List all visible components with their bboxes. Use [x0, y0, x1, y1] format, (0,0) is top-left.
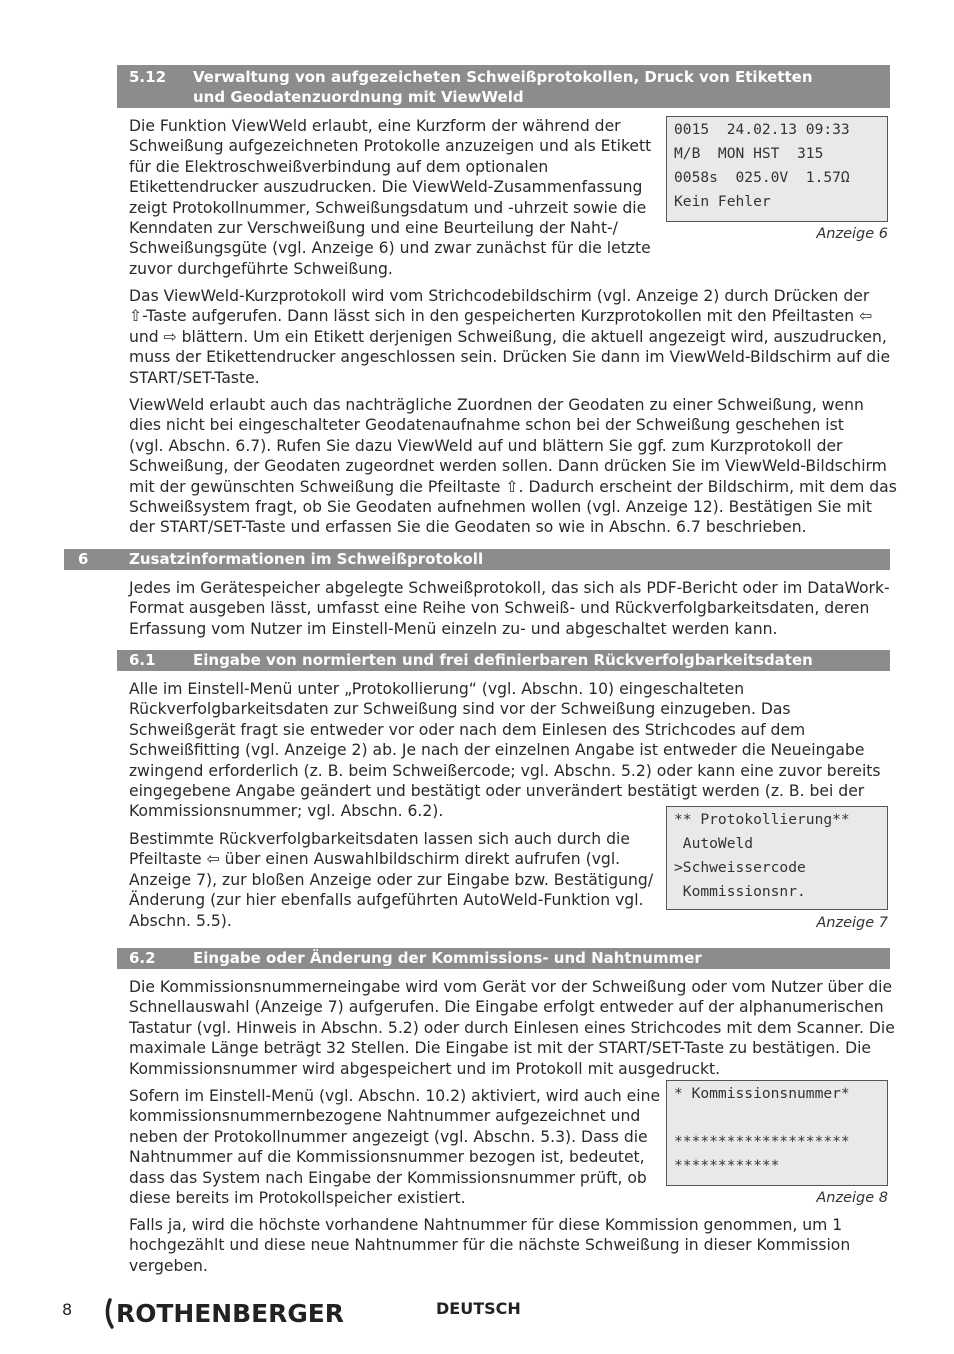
text-line: Anzeige 7), zur bloßen Anzeige oder zur Eingabe bzw. Bestätigung/	[129, 870, 654, 889]
display-line: Kommissionsnr.	[674, 883, 806, 900]
display-line: 0058s 025.0V 1.57Ω	[674, 169, 850, 186]
rothenberger-logo	[102, 1294, 347, 1332]
display-line: ********************	[674, 1133, 850, 1150]
text-line: eingegebene Angabe geändert und bestätigt oder unverändert bestätigt werden (z. B. bei der	[129, 782, 865, 801]
text-line: Schnellauswahl (Anzeige 7) aufgerufen. Die Eingabe erfolgt entweder auf der alphanumerischen	[129, 998, 884, 1017]
caption-anzeige-7: Anzeige 7	[816, 915, 888, 931]
display-line: ** Protokollierung**	[674, 811, 850, 828]
text-line: Erfassung vom Nutzer im Einstell-Menü einzeln zu- und abgeschaltet werden kann.	[129, 619, 778, 638]
text-line: Nahtnummer auf die Kommissionsnummer bezogen ist, bedeutet,	[129, 1148, 645, 1167]
text-line: Schweißsystem fragt, ob Sie Geodaten aufnehmen wollen (vgl. Anzeige 12). Bestätigen Sie mit	[129, 498, 872, 517]
text-line: ⇧-Taste aufgerufen. Dann lässt sich in den gespeicherten Kurzprotokollen mit den Pfeiltasten ⇦	[129, 307, 873, 326]
text-line: Rückverfolgbarkeitsdaten zur Schweißung sind vor der Schweißung einzugeben. Das	[129, 700, 791, 719]
text-line: Alle im Einstell-Menü unter „Protokollierung“ (vgl. Abschn. 10) eingeschalteten	[129, 680, 745, 698]
display-line: M/B MON HST 315	[674, 145, 824, 162]
section-title: Eingabe von normierten und frei definierbaren Rückverfolgbarkeitsdaten	[193, 651, 813, 669]
display-line: Kein Fehler	[674, 193, 771, 210]
text-line: Das ViewWeld-Kurzprotokoll wird vom Strichcodebildschirm (vgl. Anzeige 2) durch Drücken der	[129, 287, 870, 305]
text-line: muss der Etikettendrucker angeschlossen sein. Drücken Sie dann im ViewWeld-Bildschirm auf die	[129, 348, 891, 367]
text-line: Änderung (zur hier ebenfalls aufgeführten AutoWeld-Funktion vgl.	[129, 891, 644, 910]
section-title-line-2: und Geodatenzuordnung mit ViewWeld	[193, 88, 524, 106]
text-line: für die Elektroschweißverbindung auf dem optionalen	[129, 157, 549, 176]
text-line: Etikettendrucker auszudrucken. Die ViewWeld-Zusammenfassung	[129, 178, 643, 197]
text-line: ViewWeld erlaubt auch das nachträgliche Zuordnen der Geodaten zu einer Schweißung, wenn	[129, 396, 864, 414]
text-line: dies nicht bei eingeschalteter Geodatenaufnahme schon bei der Schweißung geschehen ist	[129, 416, 844, 435]
paragraph-kommissionsnummer-2	[129, 1086, 660, 1208]
text-line: der START/SET-Taste und erfassen Sie die Geodaten so wie in Abschn. 6.7 beschrieben.	[129, 518, 807, 537]
text-line: Sofern im Einstell-Menü (vgl. Abschn. 10.2) aktiviert, wird auch eine	[129, 1087, 661, 1105]
text-line: vergeben.	[129, 1256, 208, 1275]
paragraph-viewweld-kurzprotokoll	[129, 286, 890, 388]
text-line: (vgl. Abschn. 6.7). Rufen Sie dazu ViewWeld auf und blättern Sie ggf. zum Kurzprotokoll der	[129, 436, 843, 455]
paragraph-viewweld-intro	[129, 116, 651, 279]
text-line: Tastatur (vgl. Hinweis in Abschn. 5.2) oder durch Einlesen eines Strichcodes mit dem Scanner. Die	[129, 1018, 895, 1037]
text-line: Pfeiltaste ⇦ über einen Auswahlbildschirm direkt aufrufen (vgl.	[129, 850, 621, 869]
section-title: Eingabe oder Änderung der Kommissions- und Nahtnummer	[193, 949, 702, 967]
text-line: mit der gewünschten Schweißung die Pfeiltaste ⇧. Dadurch erscheint der Bildschirm, mit dem das	[129, 477, 897, 496]
display-anzeige-7	[666, 806, 888, 910]
text-line: Kommissionsnummer; vgl. Abschn. 6.2).	[129, 802, 444, 821]
display-anzeige-6	[666, 116, 888, 222]
caption-anzeige-6: Anzeige 6	[816, 226, 888, 242]
text-line: zuvor durchgeführte Schweißung.	[129, 259, 393, 278]
text-line: maximale Länge beträgt 32 Stellen. Die Eingabe ist mit der START/SET-Taste zu bestätigen. Die	[129, 1039, 872, 1058]
section-header-5-12	[117, 65, 890, 108]
text-line: START/SET-Taste.	[129, 368, 260, 387]
language-label: DEUTSCH	[436, 1299, 521, 1318]
text-line: Abschn. 5.5).	[129, 911, 232, 930]
display-line: AutoWeld	[674, 835, 754, 852]
text-line: neben der Protokollnummer angezeigt (vgl. Abschn. 5.3). Dass die	[129, 1127, 648, 1146]
text-line: dass das System nach Eingabe der Kommissionsnummer prüft, ob	[129, 1168, 647, 1187]
brand-name: ROTHENBERGER	[116, 1299, 344, 1328]
caption-anzeige-8: Anzeige 8	[816, 1190, 888, 1206]
section-title: Zusatzinformationen im Schweißprotokoll	[129, 550, 484, 568]
text-line: Jedes im Gerätespeicher abgelegte Schweißprotokoll, das sich als PDF-Bericht oder im DataWork-	[129, 579, 890, 597]
text-line: Bestimmte Rückverfolgbarkeitsdaten lassen sich auch durch die	[129, 830, 630, 848]
section-number: 6	[78, 550, 89, 568]
text-line: Format ausgeben lässt, umfasst eine Reihe von Schweiß- und Rückverfolgbarkeitsdaten, deren	[129, 599, 870, 618]
paragraph-zusatzinformationen	[129, 578, 890, 639]
section-number: 6.1	[129, 651, 156, 669]
display-line: >Schweissercode	[674, 859, 806, 876]
text-line: zeigt Protokollnummer, Schweißungsdatum und -uhrzeit sowie die	[129, 198, 647, 217]
paragraph-rueckverfolgbarkeit-2	[129, 829, 653, 931]
paragraph-viewweld-geodaten	[129, 395, 897, 538]
section-title-line-1: Verwaltung von aufgezeicheten Schweißprotokollen, Druck von Etiketten	[193, 68, 813, 86]
text-line: hochgezählt und diese neue Nahtnummer für die nächste Schweißung in dieser Kommission	[129, 1236, 851, 1255]
section-header-6-1	[117, 650, 890, 671]
paragraph-kommissionsnummer-1	[129, 977, 895, 1079]
text-line: kommissionsnummernbezogene Nahtnummer aufgezeichnet und	[129, 1107, 641, 1126]
text-line: Kommissionsnummer wird abgespeichert und im Protokoll mit ausgedruckt.	[129, 1059, 721, 1078]
section-header-6	[64, 549, 890, 570]
text-line: Schweißung, der Geodaten zugeordnet werden sollen. Dann drücken Sie im ViewWeld-Bildschirm	[129, 457, 887, 476]
paragraph-nahtnummer	[129, 1215, 850, 1276]
display-line: ************	[674, 1157, 780, 1174]
display-anzeige-8	[666, 1080, 888, 1186]
text-line: Die Funktion ViewWeld erlaubt, eine Kurzform der während der	[129, 117, 621, 135]
display-line: * Kommissionsnummer*	[674, 1085, 850, 1102]
text-line: diese bereits im Protokollspeicher existiert.	[129, 1189, 466, 1208]
page-number: 8	[62, 1300, 73, 1319]
text-line: und ⇨ blättern. Um ein Etikett derjenigen Schweißung, die aktuell angezeigt wird, auszudrucken,	[129, 327, 887, 346]
display-line: 0015 24.02.13 09:33	[674, 121, 850, 138]
section-number: 6.2	[129, 949, 156, 967]
text-line: Schweißfitting (vgl. Anzeige 2) ab. Je nach der einzelnen Angabe ist entweder die Neueingabe	[129, 741, 865, 760]
text-line: Die Kommissionsnummerneingabe wird vom Gerät vor der Schweißung oder vom Nutzer über die	[129, 978, 893, 996]
text-line: Schweißungsgüte (vgl. Anzeige 6) und zwar zunächst für die letzte	[129, 239, 651, 258]
text-line: zwingend erforderlich (z. B. beim Schweißercode; vgl. Abschn. 5.2) oder kann eine zuvor bereits	[129, 761, 881, 780]
text-line: Schweißung aufgezeichneten Protokolle anzuzeigen und als Etikett	[129, 137, 652, 156]
paragraph-rueckverfolgbarkeit-1	[129, 679, 881, 822]
text-line: Schweißgerät fragt sie entweder vor oder nach dem Einlesen des Strichcodes auf dem	[129, 720, 806, 739]
text-line: Falls ja, wird die höchste vorhandene Nahtnummer für diese Kommission genommen, um 1	[129, 1216, 843, 1234]
text-line: Kenndaten zur Verschweißung und eine Beurteilung der Naht-/	[129, 219, 618, 238]
section-header-6-2	[117, 948, 890, 969]
section-number: 5.12	[129, 68, 167, 86]
